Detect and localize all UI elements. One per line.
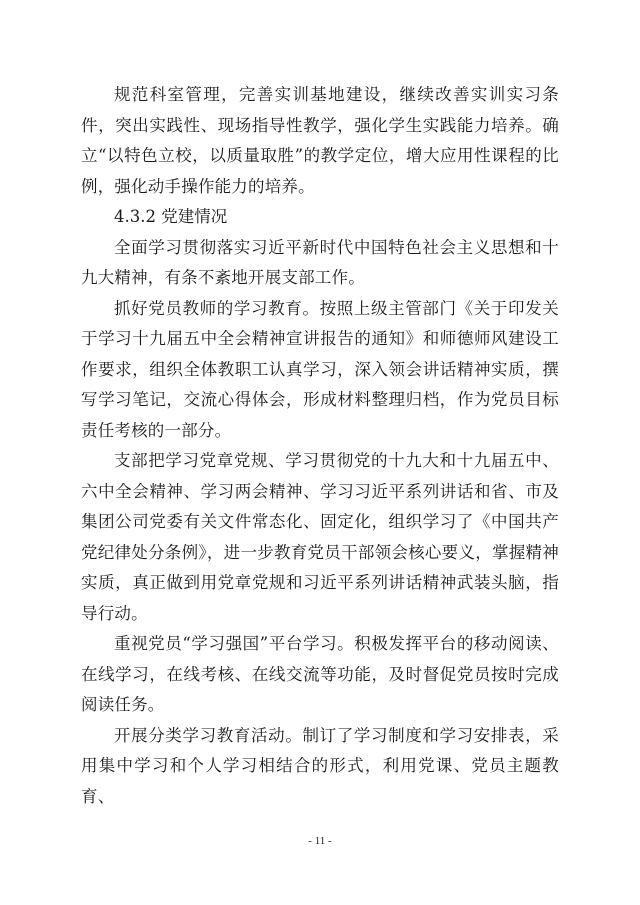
section-heading-party-building: 4.3.2 党建情况 <box>114 207 228 226</box>
paragraph-study-thought: 全面学习贯彻落实习近平新时代中国特色社会主义思想和十九大精神，有条不紊地开展支部工作。 <box>81 237 559 287</box>
paragraph-practice-training: 规范科室管理，完善实训基地建设，继续改善实训实习条件，突出实践性、现场指导性教学，强化学生实践能力培养。确立“以特色立校，以质量取胜”的教学定位，增大应用性课程的比例，强化动手操作能力的培养。 <box>81 85 559 196</box>
paragraph-teacher-education: 抓好党员教师的学习教育。按照上级主管部门《关于印发关于学习十九届五中全会精神宣讲报告的通知》和师德师风建设工作要求，组织全体教职工认真学习，深入领会讲话精神实质，撰写学习笔记，交流心得体会，形成材料整理归档，作为党员目标责任考核的一部分。 <box>81 298 559 440</box>
page-body <box>81 80 559 812</box>
paragraph-xuexi-qiangguo: 重视党员“学习强国”平台学习。积极发挥平台的移动阅读、在线学习，在线考核、在线交流等功能，及时督促党员按时完成阅读任务。 <box>81 634 559 714</box>
paragraph-classified-education: 开展分类学习教育活动。制订了学习制度和学习安排表，采用集中学习和个人学习相结合的形式，利用党课、党员主题教育、 <box>81 725 559 806</box>
paragraph-branch-study: 支部把学习党章党规、学习贯彻党的十九大和十九届五中、六中全会精神、学习两会精神、学习习近平系列讲话和省、市及集团公司党委有关文件常态化、固定化，组织学习了《中国共产党纪律处分条例》，进一步教育党员干部领会核心要义，掌握精神实质，真正做到用党章党规和习近平系列讲话精神武装头脑，指导行动。 <box>81 451 559 623</box>
page-number: - 11 - <box>308 835 332 847</box>
